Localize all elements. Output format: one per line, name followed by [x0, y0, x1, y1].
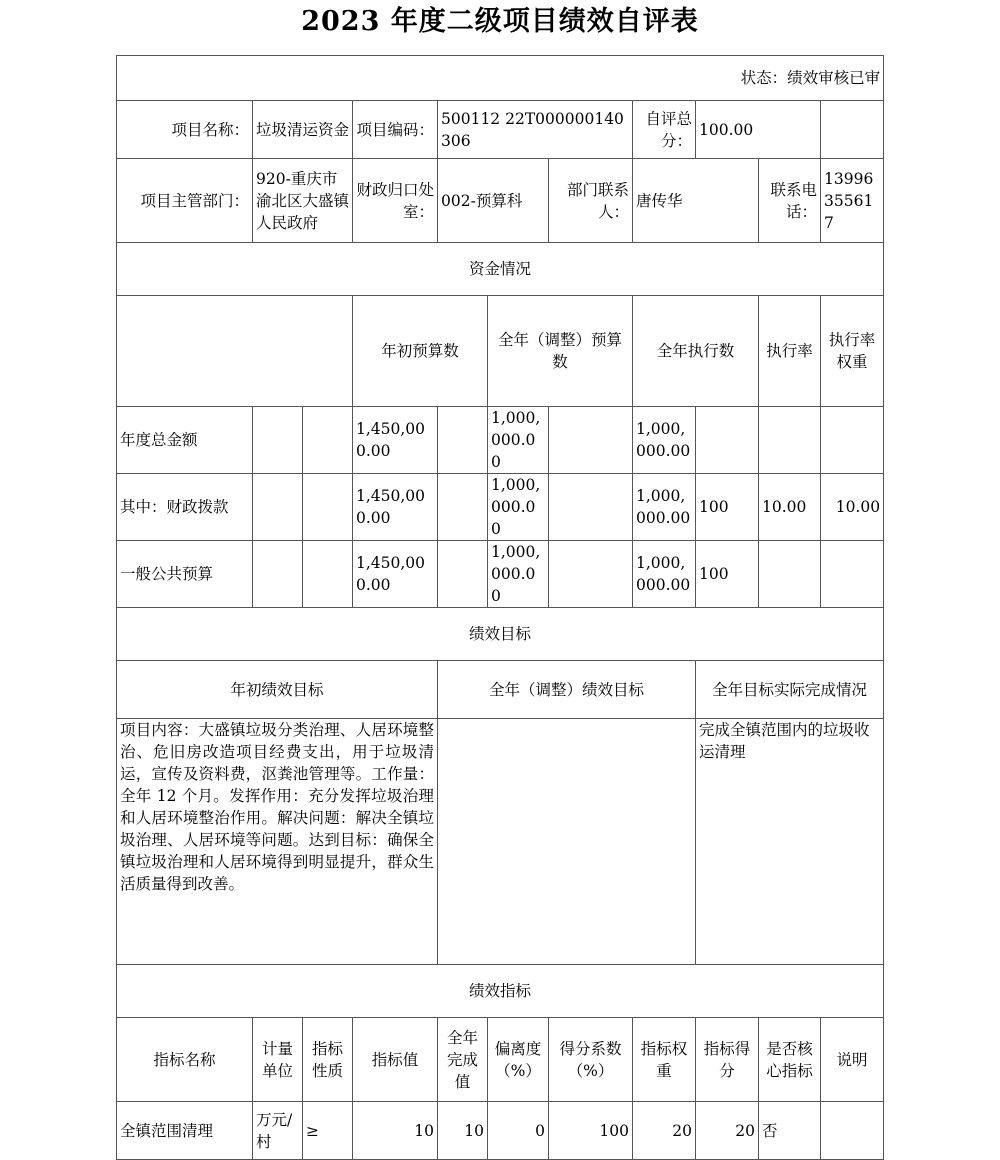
funds-section-title: 资金情况: [117, 243, 884, 296]
empty-cell: [821, 101, 884, 159]
self-score-value: 100.00: [696, 101, 821, 159]
goals-adjusted-text: [438, 719, 696, 965]
empty-cell: [303, 407, 353, 474]
funds-weight: 10.00: [759, 474, 821, 541]
funds-initial: 1,450,000.00: [353, 541, 438, 608]
project-name-value: 垃圾清运资金: [253, 101, 353, 159]
goals-initial-text: 项目内容：大盛镇垃圾分类治理、人居环境整治、危旧房改造项目经费支出，用于垃圾清运，宣传及资料费，沤粪池管理等。工作量：全年 12 个月。发挥作用：充分发挥垃圾治理和人居环境整治作用。解决问题：解决全镇垃圾治理、人居环境等问题。达到目标：确保全镇垃圾治理和人居环境得到明显提升，群众生活质量得到改善。: [117, 719, 438, 965]
goals-header-initial: 年初绩效目标: [117, 661, 438, 719]
ind-header-nature: 指标性质: [303, 1018, 353, 1102]
ind-weight: 20: [633, 1102, 696, 1160]
ind-header-value: 指标值: [353, 1018, 438, 1102]
empty-cell: [549, 474, 633, 541]
empty-cell: [253, 407, 303, 474]
empty-cell: [549, 541, 633, 608]
goals-section-title: 绩效目标: [117, 608, 884, 661]
empty-cell: [253, 541, 303, 608]
funds-rate: 100: [696, 474, 759, 541]
project-code-value: 500112 22T000000140306: [438, 101, 633, 159]
ind-name: 全镇范围清理: [117, 1102, 253, 1160]
funds-rate: 100: [696, 541, 759, 608]
ind-header-unit: 计量单位: [253, 1018, 303, 1102]
empty-cell: [549, 407, 633, 474]
project-code-label: 项目编码：: [353, 101, 438, 159]
table-row: [117, 474, 884, 541]
goals-header-actual: 全年目标实际完成情况: [696, 661, 884, 719]
table-row: [117, 541, 884, 608]
funds-initial: 1,450,000.00: [353, 407, 438, 474]
funds-score: 10.00: [821, 474, 884, 541]
dept-value: 920-重庆市渝北区大盛镇人民政府: [253, 159, 353, 243]
funds-header-blank: [117, 296, 353, 407]
ind-header-note: 说明: [821, 1018, 884, 1102]
dept-label: 项目主管部门：: [117, 159, 253, 243]
goals-header-adjusted: 全年（调整）绩效目标: [438, 661, 696, 719]
ind-coef: 100: [549, 1102, 633, 1160]
phone-value: 13996355617: [821, 159, 884, 243]
ind-header-core: 是否核心指标: [759, 1018, 821, 1102]
funds-adjusted: 1,000,000.00: [488, 474, 549, 541]
ind-note: [821, 1102, 884, 1160]
ind-header-score: 指标得分: [696, 1018, 759, 1102]
funds-score: [821, 407, 884, 474]
table-row: [117, 1102, 884, 1160]
status-cell: [117, 56, 884, 101]
funds-header-rate: 执行率: [759, 296, 821, 407]
funds-header-weight: 执行率权重: [821, 296, 884, 407]
funds-header-executed: 全年执行数: [633, 296, 759, 407]
self-score-label: 自评总分：: [633, 101, 696, 159]
empty-cell: [438, 407, 488, 474]
empty-cell: [438, 474, 488, 541]
funds-executed: 1,000,000.00: [633, 407, 696, 474]
empty-cell: [438, 541, 488, 608]
ind-completed: 10: [438, 1102, 488, 1160]
ind-value: 10: [353, 1102, 438, 1160]
ind-score: 20: [696, 1102, 759, 1160]
empty-cell: [303, 541, 353, 608]
contact-label: 部门联系人：: [549, 159, 633, 243]
ind-header-coef: 得分系数（%）: [549, 1018, 633, 1102]
page-title: 2023 年度二级项目绩效自评表: [301, 6, 699, 37]
funds-row-label: 年度总金额: [117, 407, 253, 474]
funds-row-label: 其中：财政拨款: [117, 474, 253, 541]
funds-weight: [759, 541, 821, 608]
ind-core: 否: [759, 1102, 821, 1160]
funds-adjusted: 1,000,000.00: [488, 541, 549, 608]
empty-cell: [303, 474, 353, 541]
funds-row-label: 一般公共预算: [117, 541, 253, 608]
funds-adjusted: 1,000,000.00: [488, 407, 549, 474]
contact-value: 唐传华: [633, 159, 759, 243]
status-text: 状态：绩效审核已审: [740, 69, 881, 87]
ind-header-weight: 指标权重: [633, 1018, 696, 1102]
ind-header-name: 指标名称: [117, 1018, 253, 1102]
ind-nature: ≥: [303, 1102, 353, 1160]
self-evaluation-table: [116, 55, 884, 1160]
funds-rate: [696, 407, 759, 474]
ind-unit: 万元/村: [253, 1102, 303, 1160]
goals-actual-text: 完成全镇范围内的垃圾收运清理: [696, 719, 884, 965]
funds-executed: 1,000,000.00: [633, 541, 696, 608]
office-value: 002-预算科: [438, 159, 549, 243]
ind-header-completed: 全年完成值: [438, 1018, 488, 1102]
funds-executed: 1,000,000.00: [633, 474, 696, 541]
funds-score: [821, 541, 884, 608]
ind-deviation: 0: [488, 1102, 549, 1160]
office-label: 财政归口处室：: [353, 159, 438, 243]
funds-header-adjusted: 全年（调整）预算数: [488, 296, 633, 407]
phone-label: 联系电话：: [759, 159, 821, 243]
project-name-label: 项目名称：: [117, 101, 253, 159]
funds-initial: 1,450,000.00: [353, 474, 438, 541]
indicators-section-title: 绩效指标: [117, 965, 884, 1018]
funds-weight: [759, 407, 821, 474]
ind-header-deviation: 偏离度（%）: [488, 1018, 549, 1102]
table-row: [117, 407, 884, 474]
funds-header-initial: 年初预算数: [353, 296, 488, 407]
empty-cell: [253, 474, 303, 541]
